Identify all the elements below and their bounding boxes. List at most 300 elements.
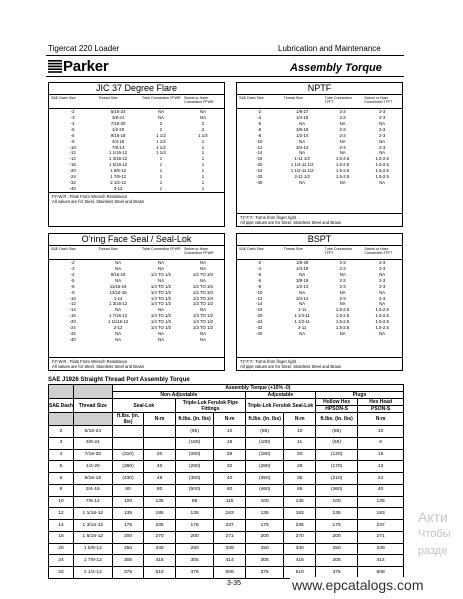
table-cell: 1/2-20: [73, 461, 112, 473]
table-cell: 375: [315, 567, 357, 579]
table-cell: 270: [144, 531, 176, 543]
table-cell: 1: [201, 144, 205, 150]
bspt-col-tube: Tube Connection TFFT: [324, 247, 353, 256]
activation-watermark-line-3: разде: [418, 545, 448, 557]
table-cell: NA: [379, 120, 386, 126]
table-cell: 375: [112, 567, 144, 579]
table-cell: 2-3: [339, 109, 346, 114]
table-cell: 2 1/2-12: [110, 180, 127, 186]
sae-hollow-hex-header: Hollow Hex: [315, 399, 357, 406]
jic-note-material: All values are for Steel, Stainless Steel and Brass: [52, 198, 144, 204]
table-cell: -5: [257, 120, 262, 126]
table-cell: 2-3: [339, 277, 346, 283]
table-cell: 2-3: [379, 144, 386, 150]
table-cell: 1: [201, 150, 205, 156]
table-cell: 2-3: [339, 144, 346, 150]
table-cell: 340: [144, 543, 176, 555]
table-cell: -12: [69, 150, 76, 156]
table-cell: 508: [214, 567, 246, 579]
table-row: [237, 331, 402, 337]
sae-blank-top-left: [49, 385, 74, 399]
oring-title: O'ring Face Seal / Seal-Lok: [49, 234, 224, 246]
table-cell: 7/8-14: [73, 496, 112, 508]
table-cell: 2-3: [339, 295, 346, 301]
table-cell: -16: [69, 162, 76, 168]
table-cell: -12: [256, 295, 263, 301]
table-cell: 1.5-2.5: [375, 162, 389, 168]
bspt-notes: [237, 357, 402, 370]
table-cell: 1 7/8-12: [73, 555, 112, 567]
table-cell: 1/2 TO 3/4: [192, 283, 214, 289]
sae-triple-lok-header: Triple-Lok Ferulok Pipe Fittings: [175, 399, 245, 413]
table-cell: NA: [299, 138, 306, 144]
sae-adjustable-fittings-header: Triple-Lok Ferulok Seal-Lok: [245, 399, 315, 413]
table-cell: 1: [201, 156, 205, 162]
table-cell: -4: [257, 114, 262, 120]
nptf-notes: [237, 213, 402, 226]
section-title: Lubrication and Maintenance: [278, 44, 381, 53]
table-cell: 1 7/16-12: [109, 313, 128, 319]
table-cell: 3/8-24: [73, 437, 112, 449]
table-cell: -20: [256, 313, 263, 319]
table-cell: 1/4 TO 1/2: [150, 301, 172, 307]
table-cell: -6: [70, 132, 75, 138]
table-cell: 14: [49, 520, 74, 532]
table-cell: 135: [245, 508, 284, 520]
table-cell: NA: [200, 307, 206, 313]
table-cell: 9/16-18: [110, 132, 126, 138]
table-cell: -32: [69, 180, 76, 186]
table-cell: -3: [70, 265, 75, 271]
table-cell: -14: [256, 301, 263, 307]
table-cell: 60: [214, 484, 246, 496]
manual-title: Tigercat 220 Loader: [48, 44, 120, 53]
sae-torque-table: [48, 384, 404, 579]
table-cell: 1: [159, 180, 163, 186]
table-cell: 1 1/4-11 1/2: [290, 162, 314, 168]
table-cell: 1 1/4: [198, 132, 208, 138]
table-cell: 250: [315, 543, 357, 555]
table-cell: 1/4 TO 1/2: [150, 325, 172, 331]
table-row: [49, 496, 404, 508]
jic-notes: [49, 192, 224, 205]
table-cell: 375: [175, 567, 214, 579]
table-cell: 1 5/8-12: [73, 543, 112, 555]
table-cell: 2-3: [339, 260, 346, 265]
table-cell: [112, 437, 144, 449]
table-cell: 1 1/2: [156, 138, 166, 144]
oring-col-swivel: Swivel or Hose Connection FFWR: [184, 247, 214, 256]
table-row: [49, 531, 404, 543]
table-cell: -24: [256, 319, 263, 325]
table-cell: 1.5-2.5: [335, 174, 350, 180]
table-cell: 339: [358, 543, 404, 555]
nptf-note-material: All pipe values are for Steel, Stainless Steel and Brass: [240, 220, 342, 225]
sae-unit-nm: N-m: [284, 413, 316, 426]
table-row: [237, 180, 402, 186]
table-cell: 65: [284, 484, 316, 496]
table-cell: 237: [358, 520, 404, 532]
table-cell: -8: [70, 289, 75, 295]
table-cell: 5/16-24: [73, 426, 112, 438]
table-cell: NA: [158, 336, 164, 342]
table-cell: (210): [315, 473, 357, 485]
table-cell: (85): [175, 426, 214, 438]
table-cell: 1 5/16-12: [73, 531, 112, 543]
table-cell: NA: [339, 120, 346, 126]
table-cell: 510: [144, 567, 176, 579]
sae-sealok-header: Seal-Lok: [112, 399, 175, 413]
table-cell: 1/8-27: [296, 109, 309, 114]
table-cell: 11/16-16: [109, 283, 127, 289]
table-cell: -24: [69, 325, 76, 331]
table-cell: (85): [245, 426, 284, 438]
table-cell: -20: [256, 162, 263, 168]
sae-unit-nm: N-m: [214, 413, 246, 426]
table-cell: 1.5-2.5: [335, 307, 350, 313]
table-cell: 24: [49, 555, 74, 567]
table-cell: NA: [158, 277, 164, 283]
table-cell: 135: [358, 496, 404, 508]
jic-col-thread: Thread Size: [98, 96, 118, 100]
table-cell: 2-11 1/2: [294, 174, 310, 180]
table-cell: 7/16-20: [73, 449, 112, 461]
jic-table: [49, 109, 224, 192]
sae-non-adjustable-header: Non-Adjustable: [112, 392, 245, 399]
table-cell: 20: [284, 449, 316, 461]
table-cell: 18: [214, 437, 246, 449]
table-cell: NA: [299, 180, 306, 186]
table-cell: NA: [339, 331, 346, 337]
bspt-col-thread: Thread Size: [283, 247, 303, 251]
table-cell: 2-3: [379, 295, 386, 301]
table-cell: 235: [144, 520, 176, 532]
table-row: [49, 449, 404, 461]
table-cell: 2-3: [339, 132, 346, 138]
table-cell: 305: [245, 555, 284, 567]
table-cell: -4: [70, 271, 75, 277]
table-cell: NA: [115, 265, 122, 271]
table-cell: 1: [201, 180, 205, 186]
table-cell: 1: [159, 162, 163, 168]
table-cell: 1/3 TO 1/2: [192, 301, 214, 307]
table-cell: 3: [49, 437, 74, 449]
table-row: [49, 520, 404, 532]
table-cell: NA: [299, 120, 306, 126]
table-cell: 1 1/16-12: [73, 508, 112, 520]
bspt-column-headers: [237, 246, 402, 260]
parker-logo: [48, 60, 109, 73]
table-cell: 1/3 TO 1/2: [192, 313, 214, 319]
table-cell: 2-3: [379, 260, 386, 265]
table-cell: 250: [112, 543, 144, 555]
table-cell: 5: [49, 461, 74, 473]
nptf-col-tube: Tube Connection TFFT: [324, 96, 353, 105]
table-cell: 1: [159, 168, 163, 174]
table-cell: 135: [315, 508, 357, 520]
table-row: [49, 426, 404, 438]
table-cell: 11: [284, 437, 316, 449]
sae-hpson-header: HPSON-S: [315, 406, 357, 413]
table-cell: 48: [144, 473, 176, 485]
table-cell: -2: [70, 260, 75, 265]
table-cell: -20: [69, 168, 76, 174]
table-cell: -8: [257, 132, 262, 138]
sae-unit-ftlbs: ft.lbs. (in. lbs): [315, 413, 357, 426]
table-cell: 1 1/2-11: [294, 319, 310, 325]
table-cell: -2: [257, 260, 262, 265]
table-cell: (350): [175, 473, 214, 485]
brand-name: Parker: [63, 58, 109, 75]
table-cell: NA: [115, 277, 122, 283]
table-cell: NA: [339, 271, 346, 277]
sae-hex-head-header: Hex Head: [358, 399, 404, 406]
table-cell: 271: [358, 531, 404, 543]
nptf-col-thread: Thread Size: [283, 96, 303, 100]
bspt-note-tfft: T.F.F.T.: Turns from finger tight: [240, 359, 297, 364]
table-cell: -5: [70, 277, 75, 283]
table-cell: 1.5-2.5: [375, 325, 389, 331]
table-cell: NA: [339, 150, 346, 156]
jic-title: JIC 37 Degree Flare: [49, 83, 224, 95]
table-cell: 10: [214, 426, 246, 438]
table-row: [49, 555, 404, 567]
table-cell: 2-3: [339, 283, 346, 289]
table-cell: (430): [112, 473, 144, 485]
table-cell: -2: [257, 109, 262, 114]
nptf-table: [237, 109, 402, 186]
table-cell: -3: [70, 114, 75, 120]
table-cell: NA: [158, 260, 164, 265]
table-cell: -14: [69, 307, 76, 313]
table-cell: 6: [49, 473, 74, 485]
table-cell: NA: [115, 336, 122, 342]
table-cell: (280): [175, 461, 214, 473]
table-cell: -40: [256, 331, 263, 337]
activation-watermark-line-2: Чтобы: [418, 528, 451, 540]
table-cell: -4: [257, 265, 262, 271]
table-cell: [112, 426, 144, 438]
table-cell: 100: [245, 496, 284, 508]
sae-blank-top-thread: [73, 385, 112, 399]
table-cell: NA: [379, 180, 386, 186]
table-cell: 1.5-2.5: [375, 313, 389, 319]
bspt-col-swivel: Swivel or Hose Connection TFFT: [364, 247, 393, 256]
table-cell: (280): [245, 461, 284, 473]
table-cell: NA: [200, 277, 206, 283]
table-cell: -40: [256, 180, 263, 186]
table-cell: -32: [69, 331, 76, 337]
nptf-title: NPTF: [237, 83, 402, 95]
table-cell: 12: [49, 508, 74, 520]
table-cell: 1: [201, 138, 205, 144]
table-cell: NA: [299, 271, 306, 277]
oring-column-headers: [49, 246, 224, 260]
table-cell: 13/16-16: [109, 289, 127, 295]
table-cell: 1 3/16-12: [109, 301, 128, 307]
bspt-table: [237, 260, 402, 337]
table-cell: 2 1/2-12: [73, 567, 112, 579]
sae-table-title: SAE J1926 Straight Thread Port Assembly Torque: [48, 377, 190, 383]
table-cell: 100: [315, 496, 357, 508]
table-row: [49, 437, 404, 449]
table-cell: 2-3: [339, 114, 346, 120]
table-cell: 4: [49, 449, 74, 461]
table-cell: 1/3 TO 1/2: [192, 319, 214, 325]
table-cell: 40: [214, 473, 246, 485]
jic-col-tube: Tube Connection FFWR: [142, 96, 181, 100]
table-cell: 10: [284, 426, 316, 438]
table-cell: NA: [379, 301, 386, 307]
table-cell: 2-3: [379, 277, 386, 283]
table-cell: 35: [284, 473, 316, 485]
table-cell: (120): [315, 449, 357, 461]
table-cell: (310): [112, 449, 144, 461]
table-cell: 1 3/16-12: [109, 156, 128, 162]
table-cell: 2-3: [379, 265, 386, 271]
table-cell: 1/4 TO 1/2: [150, 295, 172, 301]
table-cell: -16: [69, 313, 76, 319]
table-cell: 1/4-19: [296, 265, 309, 271]
table-cell: 1 1/2: [156, 132, 166, 138]
table-cell: 1-11 1/2: [294, 156, 310, 162]
table-cell: 1/2-14: [296, 283, 309, 289]
table-cell: 20: [49, 543, 74, 555]
table-cell: 2: [49, 426, 74, 438]
table-cell: 2-12: [113, 325, 123, 331]
table-cell: 32: [214, 461, 246, 473]
table-cell: 85: [175, 496, 214, 508]
table-cell: 237: [214, 520, 246, 532]
table-cell: 415: [284, 555, 316, 567]
bspt-note-material: All pipe values are for Steel, Stainless Steel and Brass: [240, 364, 342, 369]
table-cell: 1: [201, 185, 205, 191]
table-cell: [144, 437, 176, 449]
table-cell: 1.5-2.5: [375, 174, 389, 180]
sae-unit-ftlbs: ft.lbs. (in. lbs): [112, 413, 144, 426]
table-cell: 60: [112, 484, 144, 496]
table-cell: 1/2 TO 3/4: [192, 295, 214, 301]
table-cell: NA: [115, 307, 122, 313]
table-cell: 1.5-2.5: [375, 307, 389, 313]
table-cell: -32: [256, 174, 263, 180]
table-cell: 235: [284, 520, 316, 532]
sae-table-body: [49, 426, 404, 579]
table-cell: 7/16-20: [110, 120, 126, 126]
table-cell: 1.5-2.5: [335, 319, 350, 325]
table-cell: 3/8-19: [296, 277, 309, 283]
table-cell: -14: [69, 156, 76, 162]
table-cell: NA: [379, 289, 386, 295]
table-cell: -10: [69, 144, 76, 150]
table-cell: NA: [200, 331, 206, 337]
table-cell: NA: [200, 260, 206, 265]
sae-plugs-header: Plugs: [315, 392, 403, 399]
oring-col-tube: Tube Connection FFWR: [142, 247, 181, 251]
table-cell: 1/4-18: [296, 114, 309, 120]
table-cell: 183: [284, 508, 316, 520]
table-cell: 9/16-18: [110, 271, 126, 277]
table-cell: 135: [175, 508, 214, 520]
table-cell: 16: [49, 531, 74, 543]
table-cell: -10: [69, 295, 76, 301]
table-cell: -16: [256, 156, 263, 162]
table-cell: 175: [112, 520, 144, 532]
table-cell: -12: [69, 301, 76, 307]
table-cell: -14: [256, 150, 263, 156]
table-cell: -8: [70, 138, 75, 144]
table-cell: 3/4-16: [73, 484, 112, 496]
table-cell: 1.5-2.5: [375, 156, 389, 162]
table-cell: (55): [315, 437, 357, 449]
table-cell: NA: [200, 109, 206, 114]
table-cell: NA: [158, 331, 164, 337]
table-cell: 200: [175, 531, 214, 543]
table-cell: 508: [358, 567, 404, 579]
table-cell: 135: [284, 496, 316, 508]
table-cell: 1: [159, 156, 163, 162]
table-cell: -10: [256, 289, 263, 295]
table-cell: -16: [256, 307, 263, 313]
sae-dash-header: SAE Dash: [49, 399, 74, 413]
oring-col-dash: SAE Dash Size: [51, 247, 76, 251]
nptf-col-swivel: Swivel or Hose Connection TFFT: [364, 96, 393, 105]
table-cell: -20: [69, 319, 76, 325]
sae-unit-nm: N-m: [358, 413, 404, 426]
table-cell: 305: [112, 555, 144, 567]
table-cell: 2-3: [379, 283, 386, 289]
table-cell: 375: [245, 567, 284, 579]
table-cell: 40: [358, 484, 404, 496]
table-cell: 13: [358, 461, 404, 473]
table-cell: 1 11/16-12: [108, 319, 129, 325]
table-cell: 3/4-14: [296, 295, 309, 301]
table-cell: NA: [379, 150, 386, 156]
table-cell: 3/8-24: [112, 114, 125, 120]
table-cell: NA: [299, 289, 306, 295]
table-cell: (460): [245, 484, 284, 496]
table-row: [49, 484, 404, 496]
oring-notes: [49, 357, 224, 370]
sae-unit-ftlbs: ft.lbs. (in. lbs): [175, 413, 214, 426]
table-cell: NA: [158, 307, 164, 313]
table-cell: 29: [214, 449, 246, 461]
table-cell: 340: [284, 543, 316, 555]
sae-thread-header: Thread Size: [73, 399, 112, 413]
nptf-panel: [236, 82, 403, 227]
table-cell: NA: [158, 114, 164, 120]
table-cell: 6: [358, 437, 404, 449]
table-cell: 1-11: [298, 307, 307, 313]
table-cell: (85): [315, 426, 357, 438]
table-cell: 1 1/4-11: [294, 313, 310, 319]
table-cell: 2-3: [379, 109, 386, 114]
sae-blank-unit-thread: [73, 413, 112, 426]
table-cell: 1/4 TO 1/2: [150, 289, 172, 295]
table-cell: -4: [70, 120, 75, 126]
table-cell: 2-3: [379, 132, 386, 138]
table-cell: 3/4-14: [296, 144, 309, 150]
table-cell: 20: [144, 449, 176, 461]
table-cell: 5/16-24: [110, 109, 126, 114]
table-cell: 135: [144, 496, 176, 508]
table-cell: 270: [284, 531, 316, 543]
table-cell: 175: [315, 520, 357, 532]
table-cell: 9/16-18: [73, 473, 112, 485]
parker-flag-icon: [48, 60, 62, 73]
table-cell: 3-12: [113, 185, 123, 191]
table-cell: 1 1/2-11 1/2: [290, 168, 314, 174]
